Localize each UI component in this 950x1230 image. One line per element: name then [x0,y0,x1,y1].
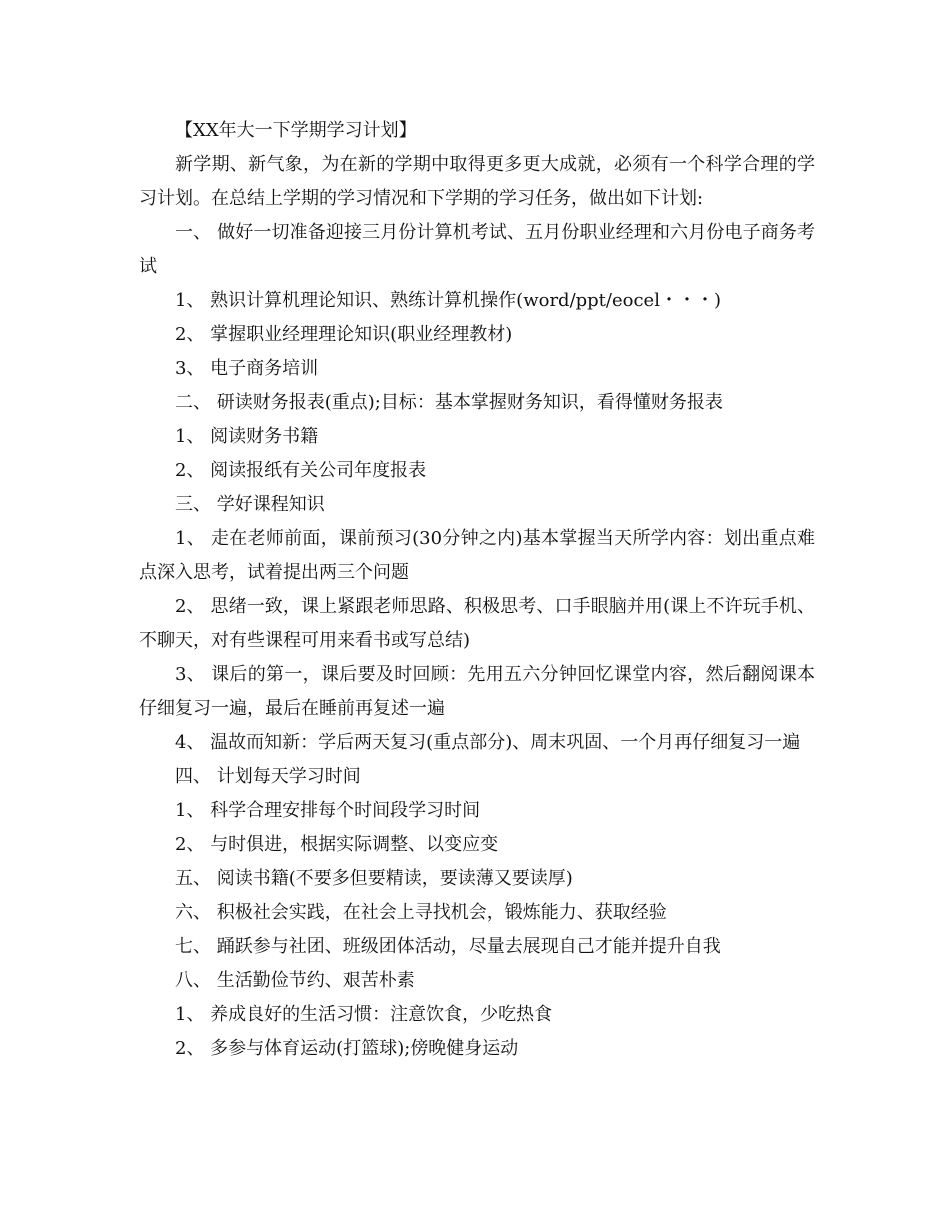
intro-paragraph: 新学期、新气象，为在新的学期中取得更多更大成就，必须有一个科学合理的学习计划。在总结上学期的学习情况和下学期的学习任务，做出如下计划: [139,154,815,209]
paragraph-9: 1、 走在老师前面，课前预习(30分钟之内)基本掌握当天所学内容：划出重点难点深入思考，试着提出两三个问题 [139,528,815,583]
document-title: 【XX年大一下学期学习计划】 [175,120,417,141]
paragraph-5: 二、 研读财务报表(重点);目标：基本掌握财务知识，看得懂财务报表 [175,392,723,413]
paragraph-12: 4、 温故而知新：学后两天复习(重点部分)、周末巩固、一个月再仔细复习一遍 [175,732,801,753]
paragraph-10: 2、 思绪一致，课上紧跟老师思路、积极思考、口手眼脑并用(课上不许玩手机、不聊天，对有些课程可用来看书或写总结) [139,596,815,651]
paragraph-15: 2、 与时俱进，根据实际调整、以变应变 [175,834,499,855]
paragraph-18: 七、 踊跃参与社团、班级团体活动，尽量去展现自己才能并提升自我 [175,936,721,957]
paragraph-3: 2、 掌握职业经理理论知识(职业经理教材) [175,324,513,345]
paragraph-6: 1、 阅读财务书籍 [175,426,319,447]
paragraph-17: 六、 积极社会实践，在社会上寻找机会，锻炼能力、获取经验 [175,902,667,923]
paragraph-4: 3、 电子商务培训 [175,358,319,379]
paragraph-7: 2、 阅读报纸有关公司年度报表 [175,460,427,481]
paragraph-20: 1、 养成良好的生活习惯：注意饮食，少吃热食 [175,1004,553,1025]
paragraph-2: 1、 熟识计算机理论知识、熟练计算机操作(word/ppt/eocel・・・) [175,290,721,311]
paragraph-14: 1、 科学合理安排每个时间段学习时间 [175,800,481,821]
paragraph-21: 2、 多参与体育运动(打篮球);傍晚健身运动 [175,1038,519,1059]
document-body [139,114,815,1066]
paragraph-1: 一、 做好一切准备迎接三月份计算机考试、五月份职业经理和六月份电子商务考试 [139,222,815,277]
paragraph-16: 五、 阅读书籍(不要多但要精读，要读薄又要读厚) [175,868,573,889]
paragraph-19: 八、 生活勤俭节约、艰苦朴素 [175,970,415,991]
paragraph-13: 四、 计划每天学习时间 [175,766,361,787]
paragraph-8: 三、 学好课程知识 [175,494,325,515]
paragraph-11: 3、 课后的第一，课后要及时回顾：先用五六分钟回忆课堂内容，然后翻阅课本仔细复习一遍，最后在睡前再复述一遍 [139,664,815,719]
